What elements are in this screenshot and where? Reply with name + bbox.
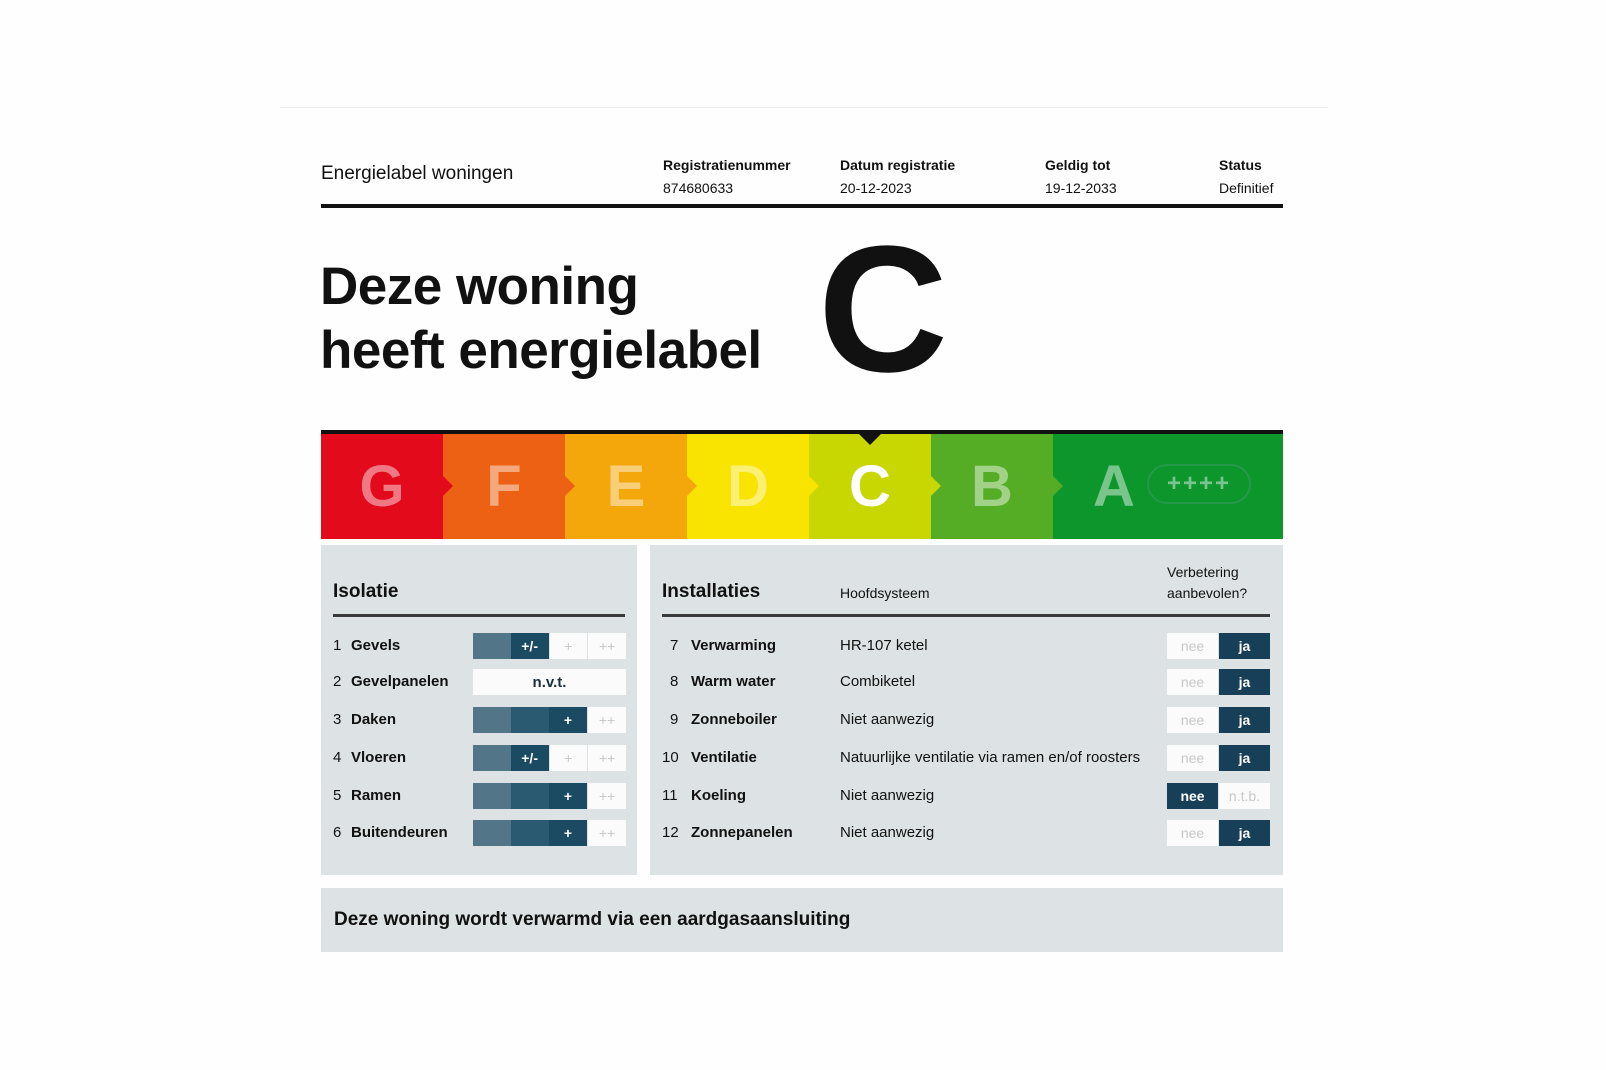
system-value: Niet aanwezig [840, 787, 935, 804]
installaties-divider [662, 614, 1270, 617]
isolatie-title: Isolatie [333, 581, 399, 602]
installatie-label: Zonneboiler [691, 711, 777, 728]
row-number: 10 [662, 749, 679, 766]
system-value: HR-107 ketel [840, 637, 928, 654]
chevron-right-icon [809, 476, 819, 496]
label-class-letter: A [1093, 454, 1135, 519]
rating-cell: ++ [588, 633, 626, 659]
rating-cell: + [549, 820, 587, 846]
energy-label-scale [321, 430, 1283, 539]
installatie-label: Verwarming [691, 637, 777, 654]
rating-cell: +/- [511, 745, 549, 771]
installaties-panel [650, 545, 1283, 875]
installatie-label: Zonnepanelen [691, 824, 793, 841]
rating-cell [511, 783, 549, 809]
meta-registration-number: Registratienummer 874680633 [663, 157, 791, 196]
label-class-letter: B [971, 454, 1013, 519]
label-class-letter: D [727, 454, 769, 519]
label-class-e [565, 434, 687, 539]
improvement-toggle [1167, 820, 1270, 846]
rating-cell [473, 820, 511, 846]
improvement-toggle [1167, 669, 1270, 695]
system-value: Combiketel [840, 673, 916, 690]
improvement-option-no: nee [1167, 669, 1218, 695]
isolatie-panel [321, 545, 637, 875]
label-class-letter: C [849, 454, 891, 519]
rating-cell [473, 633, 511, 659]
rating-cell [511, 820, 549, 846]
rating-cell: + [550, 745, 588, 771]
row-number: 7 [670, 637, 679, 654]
row-number: 9 [670, 711, 679, 728]
improvement-column-header: Verbetering aanbevolen? [1167, 564, 1248, 601]
system-value: Niet aanwezig [840, 824, 935, 841]
chevron-right-icon [443, 476, 453, 496]
row-number: 1 [333, 637, 342, 654]
improvement-option-no: nee [1167, 707, 1218, 733]
row-number: 3 [333, 711, 342, 728]
rating-cell [473, 707, 511, 733]
meta-valid-until: Geldig tot 19-12-2033 [1045, 157, 1117, 196]
row-number: 8 [670, 673, 679, 690]
rating-cell: + [549, 707, 587, 733]
row-number: 12 [662, 824, 679, 841]
rating-cell: ++ [588, 707, 626, 733]
label-class-letter: E [606, 454, 646, 519]
meta-registration-date: Datum registratie 20-12-2023 [840, 157, 956, 196]
chevron-right-icon [687, 476, 697, 496]
document-title: Energielabel woningen [321, 163, 514, 184]
label-class-letter: G [359, 454, 405, 519]
improvement-option-yes: ja [1219, 820, 1270, 846]
a-plus-pill: ++++ [1147, 464, 1251, 504]
footer-text: Deze woning wordt verwarmd via een aardgasaansluiting [334, 909, 851, 930]
label-class-g [321, 434, 443, 539]
energy-label-letter: C [818, 209, 948, 410]
installatie-label: Koeling [691, 787, 746, 804]
system-value: Natuurlijke ventilatie via ramen en/of roosters [840, 749, 1141, 766]
improvement-option-yes: ja [1219, 707, 1270, 733]
improvement-option-no: nee [1167, 820, 1218, 846]
improvement-option-yes: ja [1219, 669, 1270, 695]
installaties-title: Installaties [662, 581, 761, 602]
chevron-right-icon [1053, 476, 1063, 496]
improvement-option-yes: ja [1219, 633, 1270, 659]
improvement-toggle [1167, 707, 1270, 733]
improvement-option-yes: ja [1219, 745, 1270, 771]
rating-cell: + [550, 633, 588, 659]
improvement-option-no: nee [1167, 633, 1218, 659]
label-class-c [809, 434, 931, 539]
improvement-toggle [1167, 783, 1270, 809]
row-number: 2 [333, 673, 342, 690]
rating-cell: ++ [588, 820, 626, 846]
insulation-rating [473, 820, 626, 846]
rating-cell: ++ [588, 745, 626, 771]
chevron-right-icon [565, 476, 575, 496]
insulation-rating [473, 707, 626, 733]
insulation-rating: n.v.t. [473, 669, 626, 695]
chevron-right-icon [931, 476, 941, 496]
system-value: Niet aanwezig [840, 711, 935, 728]
label-class-letter: F [486, 454, 522, 519]
headline [320, 255, 762, 383]
rating-cell [473, 745, 511, 771]
isolatie-label: Daken [351, 711, 397, 728]
meta-status: Status Definitief [1219, 157, 1274, 196]
isolatie-label: Gevels [351, 637, 401, 654]
isolatie-label: Vloeren [351, 749, 407, 766]
improvement-toggle [1167, 745, 1270, 771]
rating-cell: ++ [588, 783, 626, 809]
rating-cell: +/- [511, 633, 549, 659]
row-number: 4 [333, 749, 342, 766]
isolatie-label: Buitendeuren [351, 824, 448, 841]
insulation-rating [473, 745, 626, 771]
row-number: 11 [662, 787, 678, 804]
system-column-header: Hoofdsysteem [840, 585, 930, 601]
isolatie-label: Gevelpanelen [351, 673, 449, 690]
isolatie-divider [333, 614, 625, 617]
headline-line-2: heeft energielabel [320, 321, 762, 380]
isolatie-label: Ramen [351, 787, 402, 804]
insulation-rating [473, 633, 626, 659]
top-divider [280, 107, 1328, 108]
scale-pointer-icon [859, 434, 881, 445]
headline-line-1: Deze woning [320, 257, 639, 316]
improvement-toggle [1167, 633, 1270, 659]
installatie-label: Ventilatie [691, 749, 757, 766]
rating-cell [511, 707, 549, 733]
improvement-option-yes: n.t.b. [1219, 783, 1270, 809]
heating-footer [321, 888, 1283, 952]
insulation-rating [473, 783, 626, 809]
rating-cell: + [549, 783, 587, 809]
improvement-option-no: nee [1167, 745, 1218, 771]
label-class-d [687, 434, 809, 539]
label-class-f [443, 434, 565, 539]
row-number: 6 [333, 824, 342, 841]
row-number: 5 [333, 787, 342, 804]
rating-cell [473, 783, 511, 809]
improvement-option-no: nee [1167, 783, 1218, 809]
label-class-b [931, 434, 1053, 539]
document-header [321, 150, 1283, 208]
installatie-label: Warm water [691, 673, 776, 690]
